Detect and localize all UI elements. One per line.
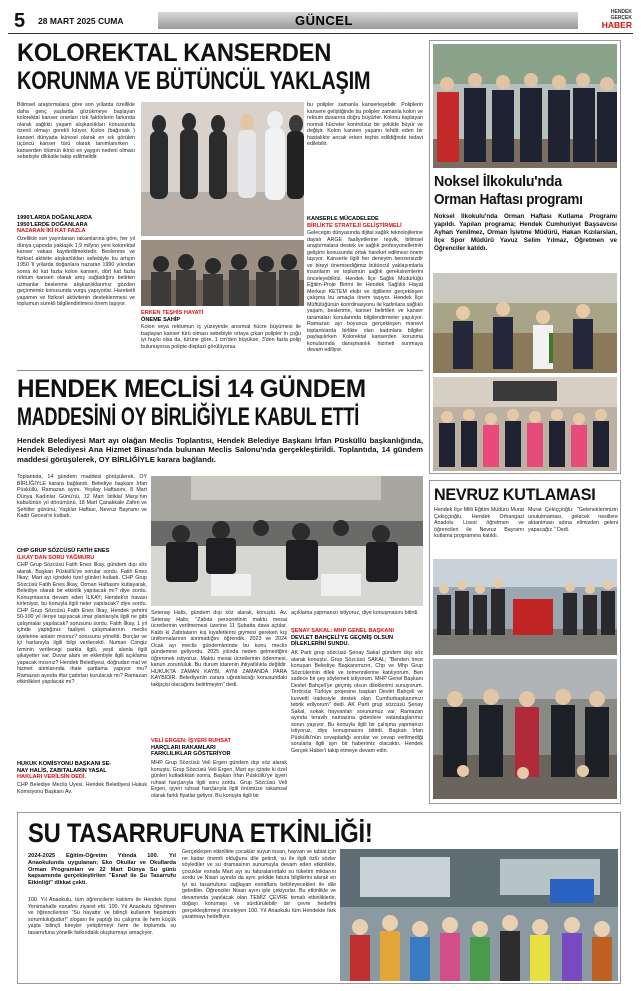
subhead-line: HAKLARI VERİLSİN DEDİ.: [17, 774, 86, 781]
women-meeting-photo: [141, 240, 304, 306]
meclis-body-3: CHP Belediye Meclis Üyesi, Hendek Belediyesi Hukuk Komisyonu Başkanı Av.: [17, 782, 147, 795]
su-tasarrufu-body-2: Gerçekleşen etkinlikte çocuklar suyun insan, hayvan ve tabiat için ne kadar önemli olduğunu dile getirdi, su ile ilgili özlü sözler söylediler ve su dramasının sunumuyla devam eden etkinlikte, çocuklar esnafa Mart ayı su faturalarındaki su tüketim miktarını sordu ve Nisan ayında da aynı şekilde fatura bilgilerini alarak en iyi su tasarrufunu sağlayan esnaflara belirleyecekleri ile dile getirdiler. Öğrenciler Nisan ayını iple çekiyorlar. Bu etkinlikle ve devamında yapılacak olan TEMİZ ÇEVRE temalı etkinliklerle, doğayı korumayı ve sürdürülebilir bir çevre hedefini gerçekleştirmeyi önceleyen 100. Yıl Anaokulu tüm Hendekte fark yaratmayı hedefliyor.: [182, 849, 336, 920]
kolorektal-title-line1: KOLOREKTAL KANSERDEN: [17, 39, 332, 67]
officials-group-photo: [433, 44, 617, 168]
subhead-line: NAY HALİS, ZABITALARIN YASAL: [17, 767, 107, 774]
subhead-line: ÖNEME SAHİP: [141, 316, 181, 323]
issue-date: 28 MART 2025 CUMA: [38, 16, 124, 26]
meclis-body-4: Setenay Halis, gündem dışı söz alarak, konuştu. Av. Setenay Halis; "Zabıta personelinin maktu mesai ücretlerinin verilmemesi üzerine 11 Şubatta dava açtılar. Kaldı ki Zabıtaların kış kıyafetlerini giymesi gereken kış üniformalarının alınmadığını öğrendik. 2023 ve 2024 Ocak ayı meclis gündemlerinde bu konu meclis gündemine geliyordu. 2025 yılında neden gelmediğini öğrenmek istiyoruz. Maktu mesai ücretlerinin ödenmesi, kanun zorunluluk. Bu durum idarenin ihtiyatlılıkta değildir. HUKUKTA ZAMAN KAYBI, AYNI ZAMANDA PARA KAYBIDIR. Belediyenin zarara uğratılacağı konusundaki takipçisi olacağımı belirtmeyim" dedi.: [151, 610, 287, 688]
subhead-line: VELİ ERGEN: İŞYERİ RUHSAT: [151, 738, 232, 744]
tree-planting-photo: [433, 273, 617, 373]
subhead-line: ERKEN TEŞHİS HAYATİ: [141, 310, 204, 316]
kolorektal-body-2: Kolon veya rektumun iç yüzeyinde anormal hücre büyümesi ile başlayan kanser türü olması sebebiyle ortaya çıkan polipler in çoğu iyi huylu olsa da, türüne göre, 1 cm'den büyükse, 3'den fazla polip bulunuyorsa polipte displazi görülüyorsa: [141, 324, 301, 350]
logo-line2: GERÇEK: [610, 14, 632, 21]
su-tasarrufu-article: [17, 812, 621, 984]
nevruz-officials-photo: [433, 659, 617, 799]
noksel-lead: Noksel İlkokulu'nda Orman Haftası Kutlama Programı yapıldı. Yapılan programa; Hendek Cumhuriyet Başsavcısı Ayhan Yenilmez, Orman İşletme Müdürü, Hakan Kızılarslan, İlçe Spor Müdürü Yavuz Selim Yılmaz, Öğretmen ve Öğrenciler katıldı.: [434, 213, 617, 252]
su-tasarrufu-body-1: 100. Yıl Anaokulu, tüm öğrencilerin katılımı ile Hendek ilçesi Yenimahalle esnafını ziyaret etti. 100. Yıl Anaokulu öğretmen ve öğrencilerinin "Su hayattır ve bilinçli kullanım hepimizin sorumluluğudur!" sloganı ile yaptığı bu çalışma ile hem küçük yaşta bilinçli bireyler yetiştirmeyi hem de toplumda su tasarrufuna yönelik farkındalık oluşturmayı amaçlıyor.: [28, 897, 176, 936]
noksel-photo-1: [433, 44, 617, 168]
meclis-body-5: MHP Grup Sözcüsü Veli Ergen gündem dışı söz alarak konuştu. Grup Sözcüsü Veli Ergen, Mart ayı içinde ki özel günleri kutladıktan sonra, Başkan İrfan Püsküllü'ye işyeri ruhsat harçlarıyla ilgili soru sordu. Grup Sözcüsü Veli Ergen, işyeri ruhsat harçlarıyla ilgili önümüze rakamsal olarak farklı fiyatlar geliyor. Bu konuyla ilgili bir: [151, 760, 287, 799]
meclis-body-6: açıklama yapmanızı istiyoruz, diye konuşmasını bitirdi.: [291, 610, 419, 616]
meclis-subhead-2: [17, 761, 147, 781]
section-banner: [158, 12, 578, 29]
logo-line3: HABER: [601, 20, 632, 30]
noksel-title-line2: Orman Haftası programı: [434, 191, 583, 208]
nevruz-photo-1: [433, 559, 617, 655]
noksel-photo-2: [433, 273, 617, 373]
meclis-article: [17, 370, 423, 810]
meclis-body-7: AK Parti grup sözcüsü Şenay Sakal gündem dışı söz alarak konuştu. Grup Sözcüsü SAKAL; "Benden önce konuşan Belediye Başkanımızın, Chp ve Mhp Grup Sözcülerinin dilek ve temennilerine katılıyorum. Ben sadece bir şey söylemek istiyorum. MHP Genel Başkanı Devlet Bahçeli'ye geçmiş olsun dileklerimi sunuyorum. Terörsüz Türkiye projesine başkan Devlet Bahçeli ve kuvvetli iradesiyle destek olan Cumhurbaşkanımızı tebrik ediyorum" dedi. AK Parti grup sözcüsü Şenay Sakal, sokak hayvanları sorunumuz var. Ramazan ayında teravih namazına gidenlere vatandaşlarımız sorun yaşıyor. Bu konuyla ilgili bir çalışma yapmanızı istiyoruz, diye konuşmasını bitirdi. Başkan İrfan Püsküllü'nün cevapladığı sorular ve cevap verilmediği sorularla ilgili ayrı bir haberimiz olacaktır. Hendek Gerçek Haber'i takip etmeye devam edin.: [291, 650, 423, 754]
logo-line1: HENDEK: [610, 9, 632, 15]
nevruz-title: NEVRUZ KUTLAMASI: [434, 485, 596, 504]
subhead-line: FARKLILIKLAR GÖSTERİYOR: [151, 751, 231, 758]
nevruz-crowd-photo: [433, 559, 617, 655]
kolorektal-title-line2: KORUNMA VE BÜTÜNCÜL YAKLAŞIM: [17, 67, 371, 95]
noksel-photo-3: [433, 377, 617, 471]
subhead-line: BİRLİKTE STRATEJİ GELİŞTİRMELİ: [307, 222, 402, 229]
subhead-line: CHP GRUP SÖZCÜSÜ FATİH ENES: [17, 548, 110, 554]
nevruz-body-2: Murat Çekiççioğlu: "Geleneklerimizin unutulmaması, gelecek nesillere aktarılması adına elimizden geleni yapacağız." Dedi.: [528, 507, 618, 533]
meclis-subhead-3: [151, 738, 287, 758]
meclis-subhead-1: [17, 548, 147, 561]
subhead-line: KANSERLE MÜCADELEDE: [307, 216, 379, 222]
paper-logo: [586, 10, 632, 32]
kolorektal-subhead-2: [141, 310, 301, 323]
meclis-title-line1: HENDEK MECLİSİ 14 GÜNDEM: [17, 375, 366, 403]
kolorektal-subhead-3: [307, 216, 423, 229]
kolorektal-subhead-1: [17, 215, 135, 235]
meclis-subhead-4: [291, 628, 423, 648]
kolorektal-photo-1: [141, 102, 304, 236]
subhead-line: DİLEKLERİNİ SUNDU.: [291, 641, 350, 648]
students-group-photo: [433, 377, 617, 471]
kolorektal-body-3: bu polipler zamanla kanserleşebilir. Poliplerin kansere geliştiğinde bu polipler zamanla kolon ve rektum duvarına doğru büyürler. Kolonu kaplayan normal hücreler kontrolsüz bir şekilde büyür ve değişir. Kolon kanseri yaşamı tehdit eden bir hastalıktır ancak erken teşhis edildiğinde tedavi edilebilir.: [307, 102, 423, 147]
kolorektal-body-4: Gelecegin dünyasında dijital sağlık teknolojilerine dayalı ARGE faaliyetlerine teşvik, bilimsel araştırmalara destek ve sağlık profesyonellerinin gelişimi konusunda ortak hareket edilmesi önem taşıyor. Kanserle ilgili her deneyim benzersizdir ve bireyi önemsediğimiz bütüncül yaklaşımlarla insanların ve toplumun sağlık gereksinimlerini önceleyebiliriz. Hendek İlçe Sağlık Müdürlüğü Eğitim-Proje Birimi ile Hendek Sağlıklı Hayat Merkezi KETEM ekibi ve ilgililerin gerçekleşen çalışma bu amaçla önem taşıyor. Hendek İlçe Müftülüğünün koordinasyonu ile kadınlara sağlıklı yaşam, beslenme, kanser belirtileri ve kanser taramaları konularında bilgilendirmeler yapılıyor. Ramazan ayı boyunca gerçekleşen manevi toplantılarda birlikte olan kadınlara bilgiler paylaşılırken Kolorektal kanserden korunma konularında danışmanlık hizmeti sunmaya devam ediliyor.: [307, 230, 423, 353]
meclis-body-1: Toplantıda, 14 gündem maddesi görüşülerek, OY BİRLİĞİYLE karara bağlandı. Belediye başkanı İrfan Püsküllü, Ramazan ayını, Yeşilay Haftasını, 8 Mart Dünya Kadınlar Günü'nü, 12 Mart İstiklal Marşı'nın kabulünün yıl dönümünü, 18 Mart Çanakkale Zaferi ve Şehitler gününü, Yaşlılar Haftası, Nevruz Bayramı ve Kadir Gecesi'ni kutladı.: [17, 474, 147, 519]
su-tasarrufu-title: SU TASARRUFUNA ETKİNLİĞİ!: [28, 818, 373, 848]
su-tasarrufu-lead: 2024-2025 Eğitim-Öğretim Yılında 100. Yıl Anaokulunda uygulanan; Eko Okullar ve Okullarda Orman Programları ve 22 Mart Dünya Su günü kapsamında gerçekleştirilen "Esnaf ile Su Tasarrufu Etkinliği" dikkat çekti.: [28, 853, 176, 887]
kolorektal-body-1: Özellikle son yayınlanan rakamlarına göre, her yıl dünya çapında yaklaşık 1,9 milyon yeni kolorektal kanser vakası kaydedilmektedir. Beslenme ve fiziksel aktivite alışkanlıkları sebebiyle bu artışın 1950 'li yıllarda doğanlara nazaran 1990 yılından sonra iki kat fazla kolon kanseri, dört kat fazla rektum kanseri olarak artış sağladığını belirten uzmanlar beslenme alışkanlıklarımız gözden geçirmemiz konusunda vurgu yapıyorlar. Hareketli yaşamın ve fiziksel aktivitenin desteklenmesi ve toplumun sürekli bilgilendirilmesi önem taşıyor.: [17, 236, 135, 307]
subhead-line: ŞENAY SAKAL: MHP GENEL BAŞKANI: [291, 628, 394, 634]
subhead-line: HUKUK KOMİSYONU BAŞKANI SE-: [17, 761, 112, 767]
meclis-body-2: CHP Grup Sözcüsü Fatih Enes İlkay, gündem dışı söz alarak, Başkan Püsküllü'ye sorular sordu. Fatih Enes İlkay; Mart ayı içindeki özel günleri kutladı. CHP Grup Sözcüsü Fatih Enes İlkay, Orman Haftasını kutlayarak, Belediye olarak bir etkinlik yapılacak mı? diye sordu. Konuşmasına devam eden İLKAY; Hendek'in havası kirleniyor, bu konuyla ilgili neler yapılacak? diye sordu. CHP Grup Sözcüsü Fatih Enes İlkay, Hendek şehrini 50-100 yıl ileriye taşıyacak imar planlarıyla ilgili ne gibi çalışmalar yapılacak? sorusunu sordu. Fatih İlkay, 1 yıl içinde yaptığınız faaliyet çalışmalarının meclis üyelerine anlatır mısınız? sorusunu yöneltti. Borçlar ve içi harlanıyla ilgili bilgi verilecekti. Numan Congiz Izminin verilecegi parkla ilgili, yeşil alanla ilgili şikayetler var. Duvar alanı ve eklentiyle ilgili açıklama yapacak mısınız? Hendek Belediyesi, doğrudan mal ve hizmet alımlarında ihale şartlama yapıyor mu? Ramazan ayında iftar çadırları kurulacak mı? Ramazan etkinlikleri yapılacak mı?: [17, 562, 147, 685]
section-name: GÜNCEL: [295, 13, 353, 28]
nevruz-photo-2: [433, 659, 617, 799]
subhead-line: NAZARAN İKİ KAT FAZLA: [17, 228, 86, 235]
subhead-line: 1950'LERDE DOĞANLARA: [17, 221, 88, 228]
children-shop-photo: [340, 849, 618, 981]
meclis-photo: [151, 476, 423, 606]
nevruz-body-1: Hendek İlçe Milli Eğitim Müdürü Murat Çekiççioğlu, Hendek Orhangazi Anadolu Lisesi öğretmen ve öğrencileri ile Nevruz Bayramı kutlama programına katıldı.: [434, 507, 524, 539]
page-header: [8, 8, 633, 34]
noksel-title-line1: Noksel İlkokulu'nda: [434, 173, 562, 190]
subhead-line: 1990'LARDA DOĞANLARDA: [17, 215, 93, 221]
meclis-title-line2: MADDESİNİ OY BİRLİĞİYLE KABUL ETTİ: [17, 403, 360, 431]
kolorektal-article: [17, 40, 423, 365]
kolorektal-intro: Bilimsel araştırmalara göre son yıllarda özellikle daha genç yaşlarda gözükmeye başlayan kolorektal kanser oranları risk faktörlerin farkında olarak sağlıklı yaşam alışkanlıkları konusunda özenli olmayı gerekli kılıyor. Kolon (bağırsak ) kanseri dünyada küresel olarak en sık görülen üçüncü kanser türü olarak tanımlanırken , kanserden ölümün ikinci en yaygın nedeni olması sebebiyle dikkatle takip edilmelidir.: [17, 102, 135, 160]
su-tasarrufu-photo: [340, 849, 618, 981]
nevruz-article: [429, 480, 621, 804]
council-meeting-photo: [151, 476, 423, 606]
header-rule: [8, 33, 633, 34]
subhead-line: HARÇLARI RAKAMLARI: [151, 744, 216, 751]
noksel-article: [429, 40, 621, 474]
kolorektal-photo-2: [141, 240, 304, 306]
meclis-lead: Hendek Belediyesi Mart ayı olağan Meclis Toplantısı, Hendek Belediye Başkanı İrfan Püsküllü başkanlığında, Hendek Belediyesi Ana Hizmet Binası'nda bulunan Meclis Salonu'nda gerçekleştirildi. Toplantıda, 14 gündem maddesi görüşülerek, OY BİRLİĞİYLE karara bağlandı.: [17, 436, 423, 464]
subhead-line: İLKAY'DAN SORU YAĞMURU: [17, 554, 95, 561]
subhead-line: DEVLET BAHÇELİ'YE GEÇMİŞ OLSUN: [291, 634, 394, 641]
women-group-photo: [141, 102, 304, 236]
page-number: 5: [14, 10, 26, 32]
article-divider: [17, 370, 423, 371]
